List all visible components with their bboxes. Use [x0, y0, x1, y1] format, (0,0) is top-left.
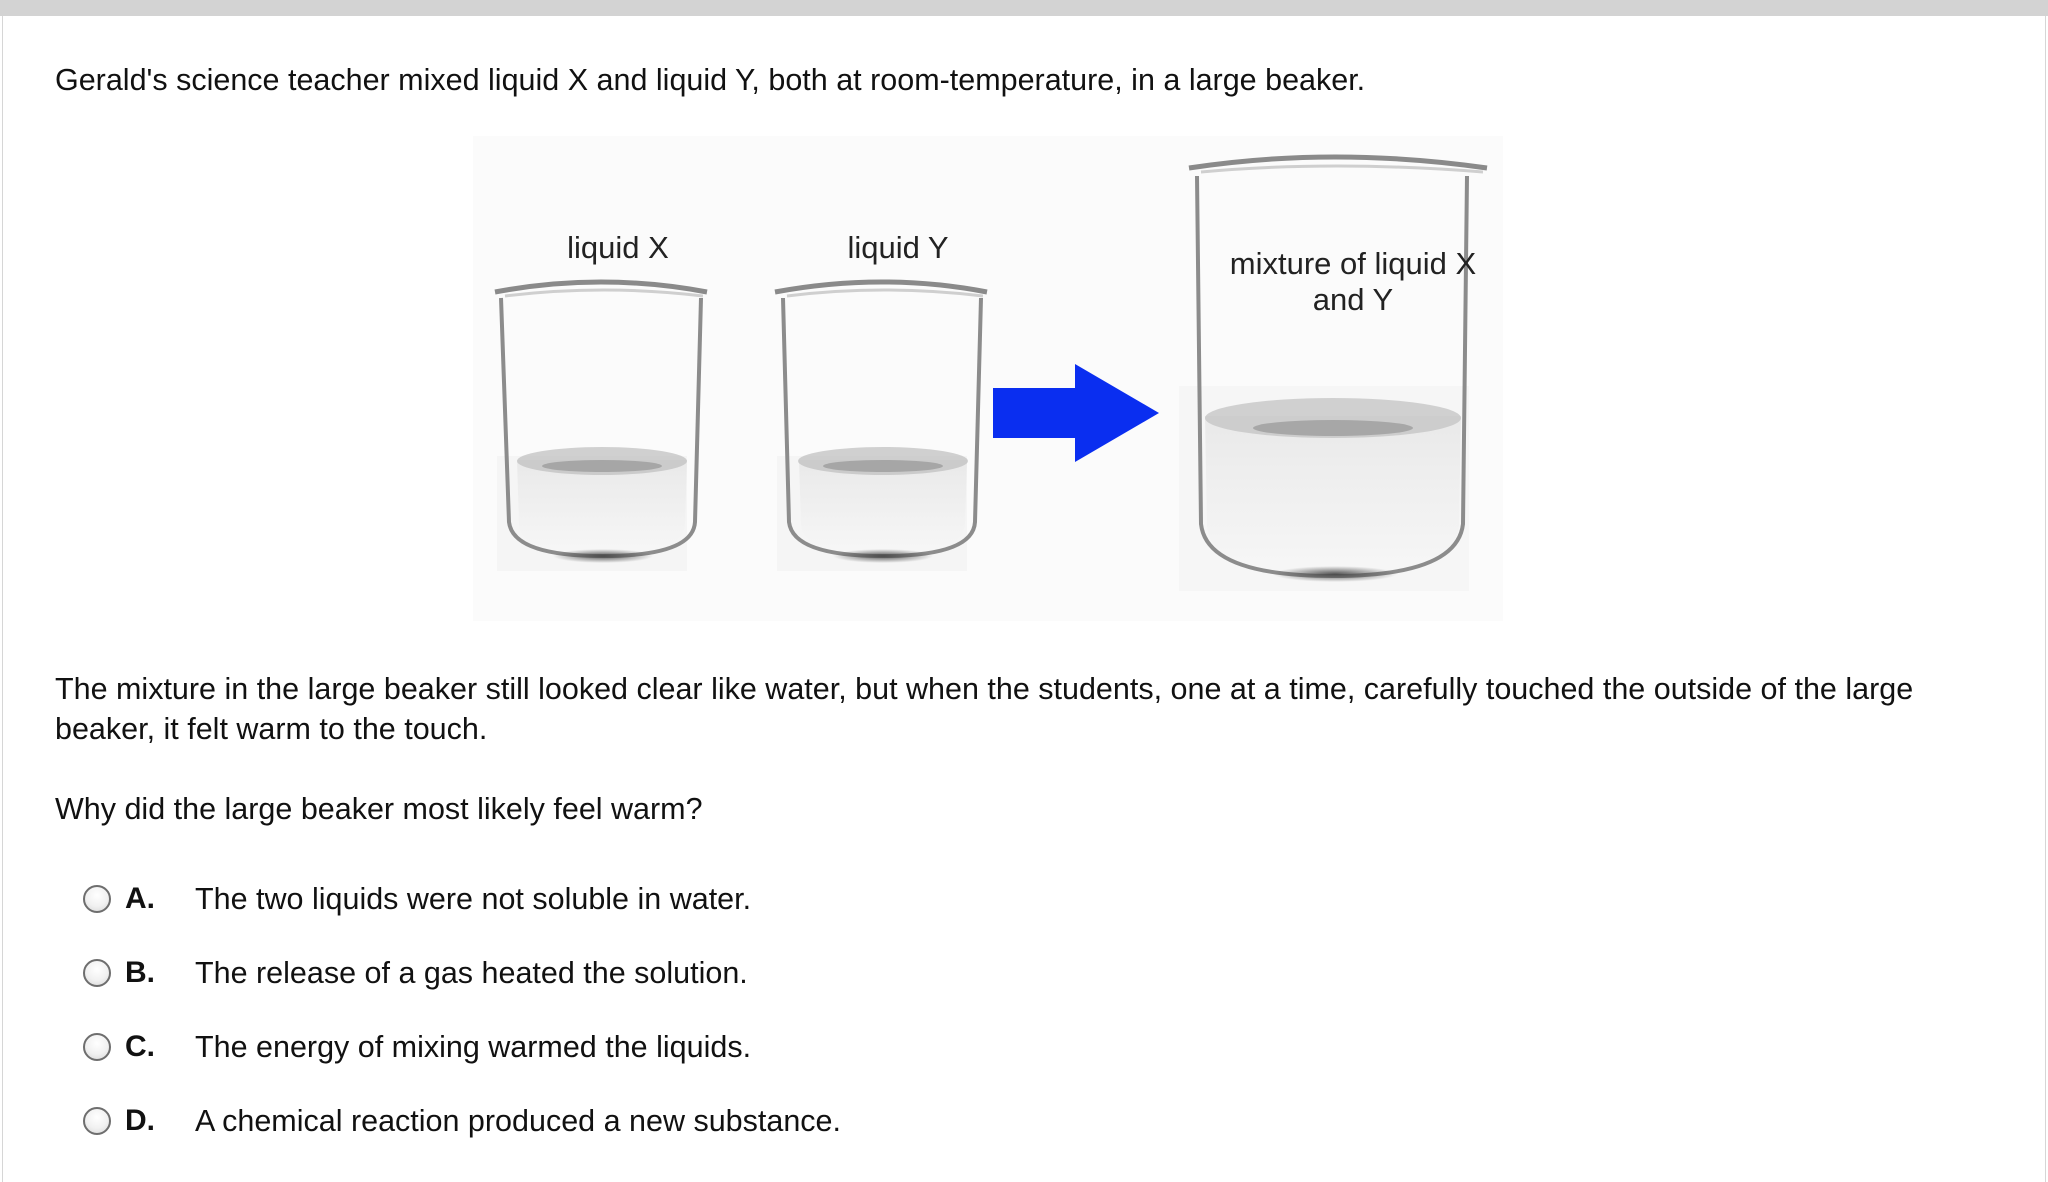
top-bar — [0, 0, 2048, 16]
choice-text: The energy of mixing warmed the liquids. — [195, 1029, 752, 1064]
beaker-figure — [473, 136, 1503, 621]
choice-text: The release of a gas heated the solution. — [195, 955, 748, 990]
answer-choices — [83, 862, 1283, 1158]
choice-b[interactable] — [83, 936, 1283, 1010]
choice-letter: B. — [125, 956, 155, 989]
choice-a[interactable] — [83, 862, 1283, 936]
question-prompt: Why did the large beaker most likely feel warm? — [55, 792, 703, 826]
question-panel — [2, 16, 2046, 1182]
choice-text: The two liquids were not soluble in water. — [195, 881, 752, 916]
question-intro: Gerald's science teacher mixed liquid X and liquid Y, both at room-temperature, in a large beaker. — [55, 63, 1366, 97]
observation-text: The mixture in the large beaker still looked clear like water, but when the students, one at a time, carefully touched the outside of the large beaker, it felt warm to the touch. — [55, 672, 1914, 746]
choice-letter: A. — [125, 882, 155, 915]
radio-button[interactable] — [83, 1107, 111, 1135]
radio-button[interactable] — [83, 885, 111, 913]
label-liquid-x: liquid X — [567, 230, 669, 265]
choice-letter: C. — [125, 1030, 155, 1063]
choice-c[interactable] — [83, 1010, 1283, 1084]
choice-d[interactable] — [83, 1084, 1283, 1158]
radio-button[interactable] — [83, 1033, 111, 1061]
beaker-illustration — [473, 136, 1503, 621]
choice-letter: D. — [125, 1104, 155, 1137]
choice-text: A chemical reaction produced a new substance. — [195, 1103, 841, 1138]
radio-button[interactable] — [83, 959, 111, 987]
label-mixture: mixture of liquid X and Y — [1229, 246, 1477, 317]
label-liquid-y: liquid Y — [847, 230, 949, 265]
